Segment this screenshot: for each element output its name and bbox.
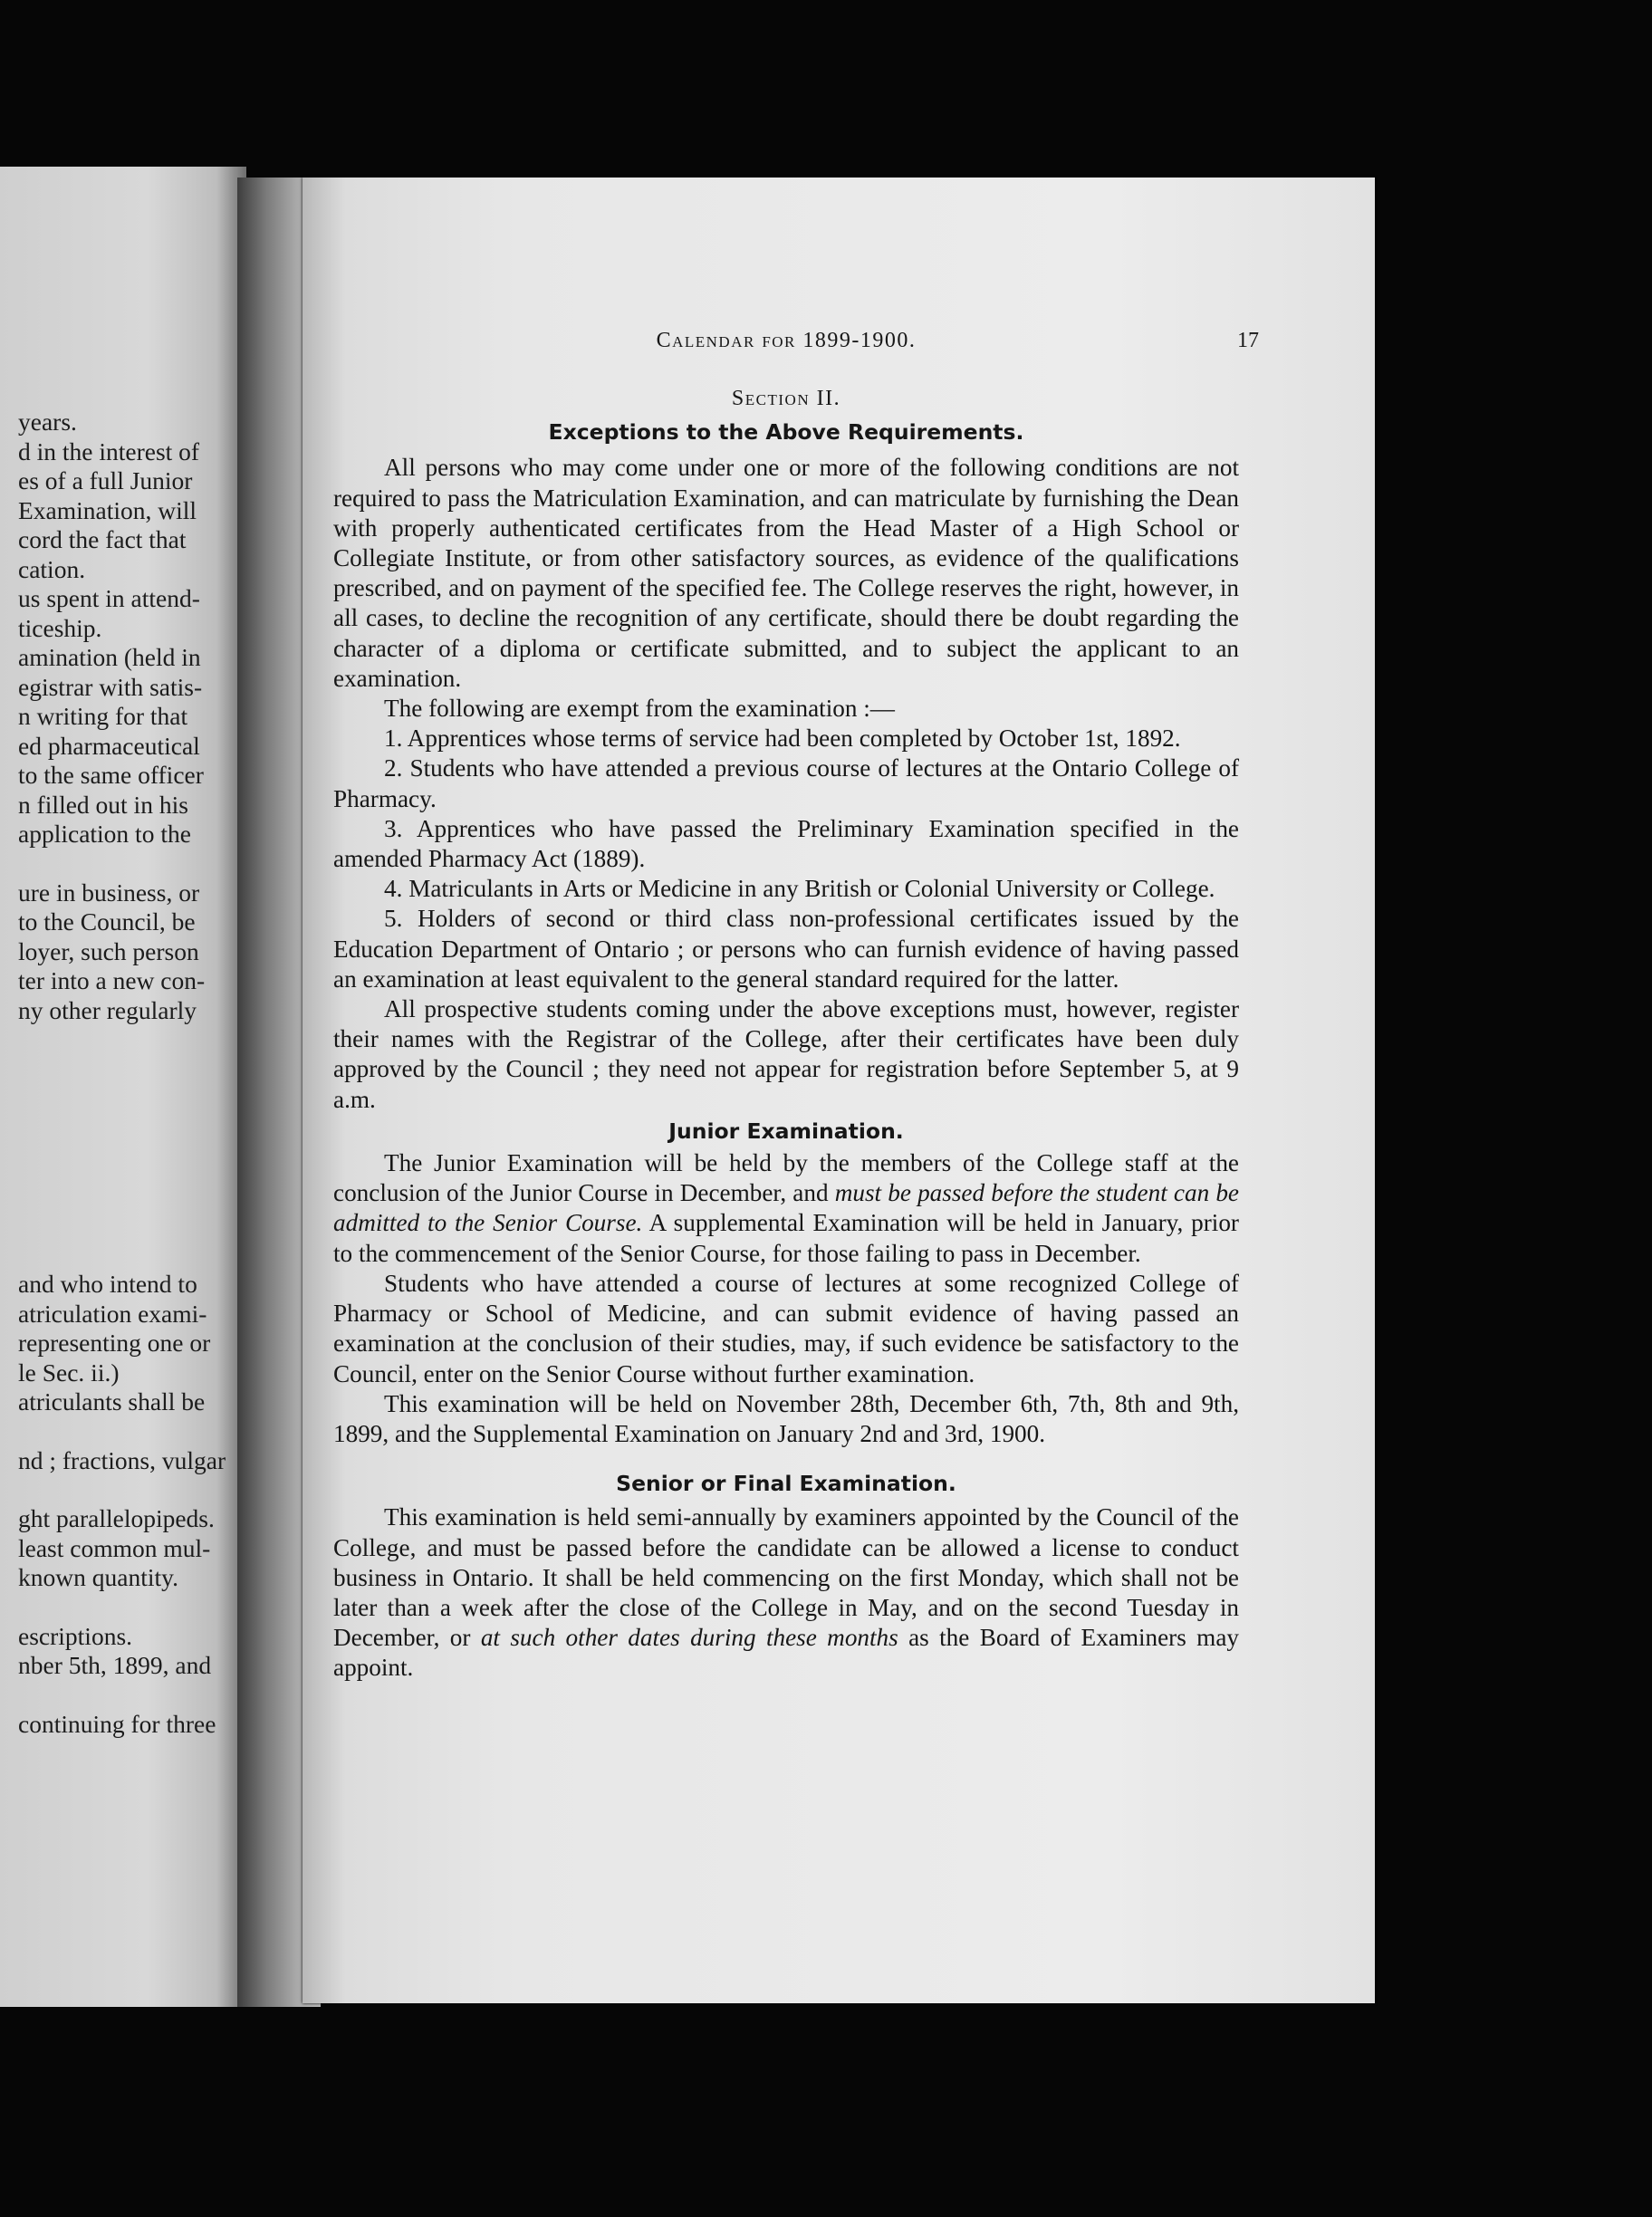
left-page-line xyxy=(0,1681,219,1710)
left-page-line: ny other regularly xyxy=(18,995,197,1024)
left-page xyxy=(0,167,246,2007)
paragraph-junior-1 xyxy=(333,1148,1239,1269)
left-page-line: known quantity. xyxy=(18,1563,178,1591)
heading-junior-examination: Junior Examination. xyxy=(668,1118,904,1144)
senior-text-a: This examination is held semi-annually by examiners appointed by the Council of the College, and must be passed before the candidate can be allowed a license to conduct business in Ontario. It shall be held commencing on the first Monday, which shall not be later than a week after the close of the College in May, and on the second Tuesday in December, or xyxy=(333,1503,1239,1652)
left-page-line: continuing for three xyxy=(18,1709,216,1738)
exemption-item: 2. Students who have attended a previous course of lectures at the Ontario College of Pharmacy. xyxy=(333,754,1239,812)
left-page-line: ght parallelopipeds. xyxy=(18,1504,215,1532)
left-page-text xyxy=(0,408,226,1739)
left-page-line: ure in business, or xyxy=(18,878,200,907)
left-page-line xyxy=(0,1417,219,1446)
page-number: 17 xyxy=(1237,329,1259,352)
left-page-line: escriptions. xyxy=(18,1621,133,1650)
heading-senior-examination: Senior or Final Examination. xyxy=(616,1471,956,1497)
left-page-line xyxy=(0,1593,219,1622)
left-page-line: le Sec. ii.) xyxy=(18,1358,120,1387)
left-page-line: es of a full Junior xyxy=(18,466,193,494)
junior-text-emphasis: must be passed before the student can be admitted to the Senior Course. xyxy=(333,1179,1239,1237)
running-head-title: Calendar for 1899-1900. xyxy=(656,329,917,352)
left-page-line: application to the xyxy=(18,820,191,848)
senior-text-emphasis: at such other dates during these months xyxy=(480,1624,898,1652)
left-page-line: Examination, will xyxy=(18,495,197,524)
heading-exceptions: Exceptions to the Above Requirements. xyxy=(548,419,1024,446)
left-page-line: atriculants shall be xyxy=(18,1387,206,1416)
left-page-spacer xyxy=(0,1025,219,1270)
left-page-line xyxy=(0,1475,219,1504)
right-page xyxy=(303,178,1375,2003)
paragraph-junior-2: Students who have attended a course of lectures at some recognized College of Pharmacy or School of Medicine, and can submit evidence of having passed an examination at the conclusion of their studies, may, if such evidence be satisfactory to the Council, enter on the Senior Course without further examination. xyxy=(333,1269,1239,1387)
right-page-text xyxy=(333,326,1259,1684)
left-page-line: cord the fact that xyxy=(18,525,187,553)
paragraph-following-exempt: The following are exempt from the examination :— xyxy=(384,695,895,723)
left-page-line: us spent in attend- xyxy=(18,584,200,612)
exemption-item: 1. Apprentices whose terms of service had been completed by October 1st, 1892. xyxy=(384,725,1181,753)
left-page-line xyxy=(0,849,219,878)
left-page-line: cation. xyxy=(18,554,86,583)
left-page-line: ed pharmaceutical xyxy=(18,731,200,760)
left-page-line: years. xyxy=(18,408,77,436)
left-page-line: nber 5th, 1899, and xyxy=(18,1651,212,1679)
left-page-line: least common mul- xyxy=(18,1533,211,1562)
left-page-line: and who intend to xyxy=(18,1270,197,1298)
left-page-line: to the Council, be xyxy=(18,907,196,936)
running-head xyxy=(333,326,1259,362)
left-page-line: atriculation exami- xyxy=(18,1299,207,1328)
left-page-line: ter into a new con- xyxy=(18,966,206,994)
paragraph-junior-3: This examination will be held on November 28th, December 6th, 7th, 8th and 9th, 1899, and the Supplemental Examination on January 2nd and 3rd, 1900. xyxy=(333,1389,1239,1447)
left-page-line: representing one or xyxy=(18,1329,211,1357)
left-page-line: n writing for that xyxy=(18,702,188,730)
senior-text-b: as the Board of Examiners may appoint. xyxy=(333,1624,1239,1682)
left-page-line: n filled out in his xyxy=(18,790,188,819)
junior-text-a: The Junior Examination will be held by the members of the College staff at the conclusion of the Junior Course in December, and xyxy=(333,1149,1239,1207)
left-page-line: to the same officer xyxy=(18,761,204,789)
paragraph-senior-1 xyxy=(333,1502,1239,1683)
left-page-line: ticeship. xyxy=(18,613,102,642)
left-page-line: egistrar with satis- xyxy=(18,672,203,701)
left-page-line: nd ; fractions, vulgar xyxy=(18,1445,226,1474)
left-page-line: d in the interest of xyxy=(18,437,200,465)
left-page-line: loyer, such person xyxy=(18,936,199,965)
left-page-line: amination (held in xyxy=(18,643,201,671)
exemption-item: 4. Matriculants in Arts or Medicine in any British or Colonial University or College. xyxy=(384,875,1215,903)
paragraph-prospective-students: All prospective students coming under the above exceptions must, however, register their names with the Registrar of the College, after their certificates have been duly approved by the Council ; they need not appear for registration before September 5, at 9 a.m. xyxy=(333,995,1239,1113)
junior-text-b: A supplemental Examination will be held in January, prior to the commencement of the Senior Course, for those failing to pass in December. xyxy=(333,1209,1239,1267)
exemption-item: 3. Apprentices who have passed the Preliminary Examination specified in the amended Pharmacy Act (1889). xyxy=(333,814,1239,873)
exemption-item: 5. Holders of second or third class non-professional certificates issued by the Education Department of Ontario ; or persons who can furnish evidence of having passed an examination at least equivalent to the general standard required for the latter. xyxy=(333,905,1239,993)
section-label: Section II. xyxy=(731,387,841,410)
paragraph-all-persons: All persons who may come under one or more of the following conditions are not required to pass the Matriculation Examination, and can matriculate by furnishing the Dean with properly authenticated certificates from the Head Master of a High School or Collegiate Institute, or from other satisfactory sources, as evidence of the qualifications prescribed, and on payment of the specified fee. The College reserves the right, however, in all cases, to decline the recognition of any certificate, should there be doubt regarding the character of a diploma or certificate submitted, and to subject the applicant to an examination. xyxy=(333,454,1239,692)
